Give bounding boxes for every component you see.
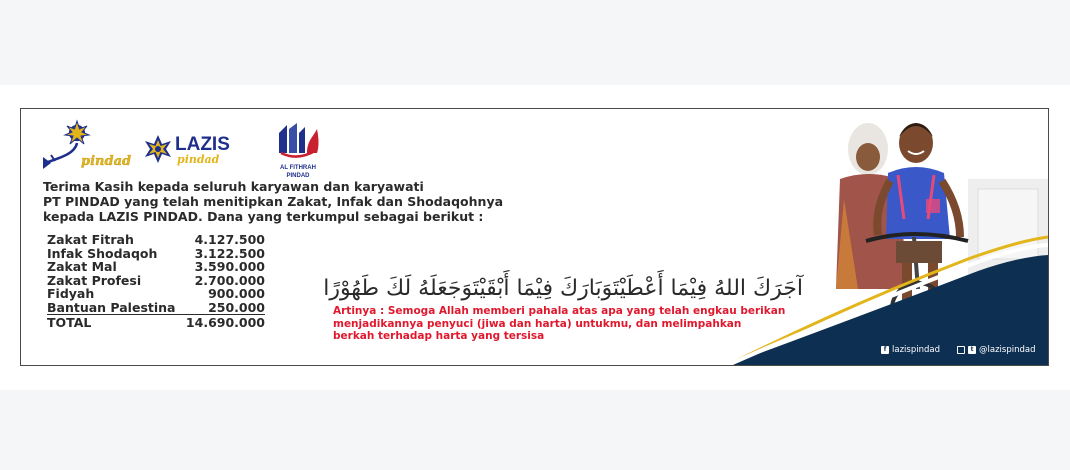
fund-row — [47, 287, 267, 301]
translation-line: Artinya : Semoga Allah memberi pahala atas apa yang telah engkau berikan — [333, 305, 786, 317]
fund-amount: 2.700.000 — [194, 272, 265, 288]
fund-amount: 3.590.000 — [194, 259, 265, 274]
fund-amount: 3.122.500 — [194, 245, 265, 261]
fund-name: Bantuan Palestina — [47, 299, 176, 315]
alfitrah-logo — [273, 119, 323, 181]
fund-amount: 250.000 — [208, 299, 265, 315]
fund-name: Zakat Profesi — [47, 272, 142, 288]
instagram-twitter-handle[interactable] — [957, 343, 1035, 357]
lazis-wordmark: LAZIS — [175, 134, 230, 155]
fund-amount: 4.127.500 — [194, 232, 265, 247]
intro-line: kepada LAZIS PINDAD. Dana yang terkumpul sebagai berikut : — [43, 209, 484, 224]
fund-amount: 900.000 — [208, 286, 265, 301]
instagram-icon — [957, 346, 965, 354]
total-label: TOTAL — [47, 315, 92, 330]
lazis-sub-wordmark: pindad — [177, 153, 220, 166]
translation-line: menjadikannya penyuci (jiwa dan harta) untukmu, dan melimpahkan — [333, 317, 742, 330]
lazis-logo — [143, 125, 243, 175]
twitter-icon: t — [968, 346, 976, 354]
fund-name: Zakat Fitrah — [47, 232, 134, 247]
alfitrah-wordmark-1: AL FITHRAH — [280, 165, 316, 171]
facebook-icon: f — [881, 346, 889, 354]
fund-row — [47, 247, 267, 261]
fund-row — [47, 301, 267, 315]
alfitrah-wordmark-2: PINDAD — [286, 173, 310, 179]
fund-row — [47, 260, 267, 274]
fund-summary-table — [47, 233, 267, 330]
total-row — [47, 316, 267, 330]
pindad-logo — [41, 117, 131, 177]
instagram-twitter-label: @lazispindad — [979, 345, 1036, 355]
intro-line: Terima Kasih kepada seluruh karyawan dan karyawati — [43, 179, 424, 194]
facebook-label: lazispindad — [892, 345, 940, 355]
thank-you-banner — [20, 108, 1049, 366]
prayer-translation — [333, 305, 786, 343]
facebook-handle[interactable] — [881, 343, 940, 357]
total-amount: 14.690.000 — [185, 315, 265, 330]
boy-bicycle-photo — [728, 109, 1048, 365]
intro-line: PT PINDAD yang telah menitipkan Zakat, Infak dan Shodaqohnya — [43, 194, 504, 209]
fund-name: Infak Shodaqoh — [47, 245, 158, 261]
fund-name: Zakat Mal — [47, 259, 117, 274]
fund-row — [47, 233, 267, 247]
logo-row — [41, 117, 316, 179]
arabic-prayer: آجَرَكَ اللهُ فِيْمَا أَعْطَيْتَوَبَارَكَ فِيْمَا أَبْقَيْتَوَجَعَلَهُ لَكَ طَهُوْرًا — [323, 276, 803, 301]
thank-you-message — [43, 179, 504, 224]
fund-row — [47, 274, 267, 288]
fund-name: Fidyah — [47, 286, 95, 301]
pindad-wordmark: pindad — [81, 154, 131, 169]
translation-line: berkah terhadap harta yang tersisa — [333, 330, 545, 342]
